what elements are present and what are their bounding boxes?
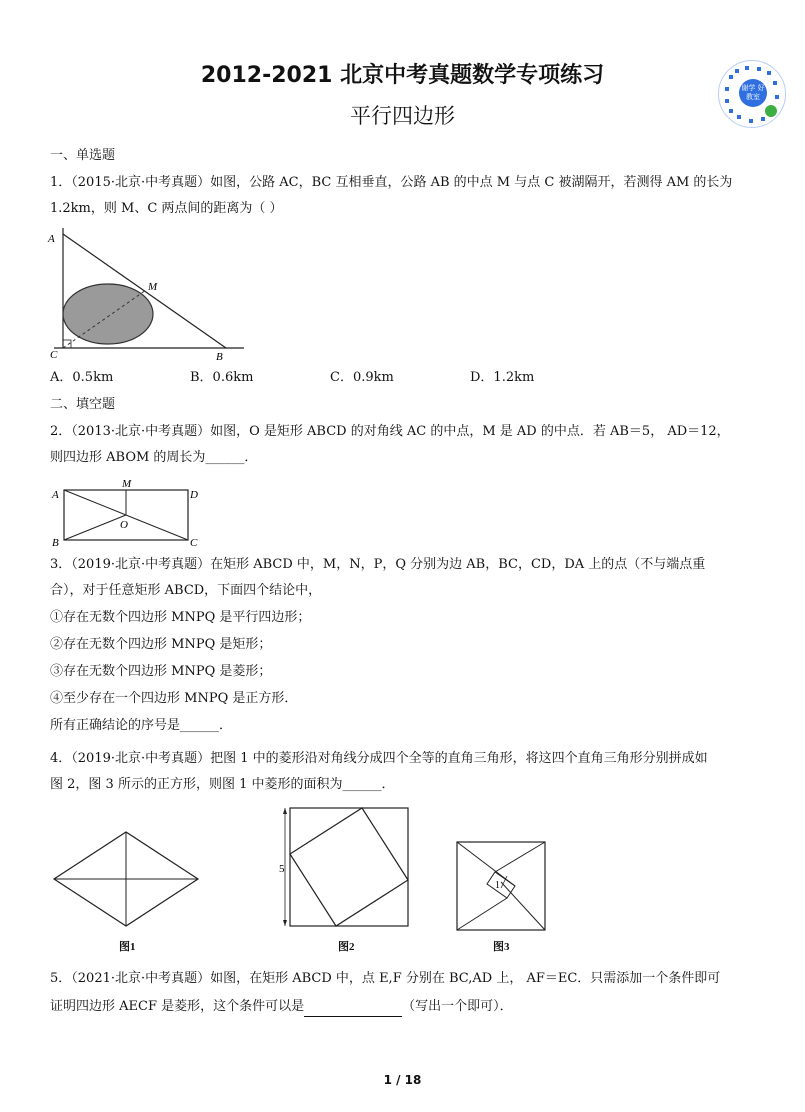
qr-code-logo xyxy=(718,60,786,128)
q2-label-B: B xyxy=(52,537,59,549)
q3-answer-line: 所有正确结论的序号是______． xyxy=(50,718,233,733)
q3-text-line1: 3．（2019·北京·中考真题）在矩形 ABCD 中，M，N，P，Q 分别为边 AB，BC，CD，DA 上的点（不与端点重 xyxy=(50,557,706,572)
q2-label-M: M xyxy=(122,478,132,490)
wechat-dot-icon xyxy=(765,105,777,117)
q4-text-line1: 4．（2019·北京·中考真题）把图 1 中的菱形沿对角线分成四个全等的直角三角形，将这四个直角三角形分别拼成如 xyxy=(50,751,708,766)
section-heading-single-choice: 一、单选题 xyxy=(50,148,116,163)
q1-figure xyxy=(46,224,246,364)
qr-center-badge: 谢学 好教室 xyxy=(739,79,767,107)
q4-figure-2-square xyxy=(280,806,420,936)
q1-option-c: C．0.9km xyxy=(330,370,394,385)
q1-option-a: A．0.5km xyxy=(50,370,114,385)
q5-text-line2-part2: （写出一个即可）． xyxy=(402,999,513,1014)
q4-caption-fig3: 图3 xyxy=(493,941,510,953)
q3-item-2: ②存在无数个四边形 MNPQ 是矩形； xyxy=(50,637,272,652)
q1-text-line1: 1．（2015·北京·中考真题）如图，公路 AC，BC 互相垂直，公路 AB 的中点 M 与点 C 被湖隔开，若测得 AM 的长为 xyxy=(50,175,733,190)
q1-label-C: C xyxy=(50,349,58,361)
q1-text-line2: 1.2km，则 M、C 两点间的距离为（ ） xyxy=(50,201,283,216)
q5-answer-blank[interactable] xyxy=(304,1002,402,1017)
q3-text-line2: 合），对于任意矩形 ABCD，下面四个结论中， xyxy=(50,583,322,598)
q4-fig3-side-label: 1 xyxy=(495,880,500,891)
q5-text-line2-part1: 证明四边形 AECF 是菱形，这个条件可以是 xyxy=(50,999,305,1014)
q1-label-M: M xyxy=(148,281,158,293)
q4-caption-fig1: 图1 xyxy=(119,941,136,953)
document-subtitle: 平行四边形 xyxy=(350,104,455,128)
q1-label-A: A xyxy=(48,233,55,245)
q4-figure-3-square xyxy=(455,840,555,940)
q2-text-line2: 则四边形 ABOM 的周长为______． xyxy=(50,450,258,465)
page-number: 1 / 18 xyxy=(383,1073,422,1087)
q3-item-1: ①存在无数个四边形 MNPQ 是平行四边形； xyxy=(50,610,311,625)
q3-item-4: ④至少存在一个四边形 MNPQ 是正方形． xyxy=(50,691,298,706)
q4-caption-fig2: 图2 xyxy=(338,941,355,953)
q2-label-C: C xyxy=(190,537,198,549)
q4-text-line2: 图 2，图 3 所示的正方形，则图 1 中菱形的面积为______． xyxy=(50,777,395,792)
q1-option-b: B．0.6km xyxy=(190,370,254,385)
q2-label-D: D xyxy=(190,489,198,501)
q2-figure xyxy=(48,476,208,549)
q4-figure-1-rhombus xyxy=(50,830,230,930)
section-heading-fill-blank: 二、填空题 xyxy=(50,397,116,412)
document-title: 2012-2021 北京中考真题数学专项练习 xyxy=(200,63,605,88)
q2-label-A: A xyxy=(52,489,59,501)
q5-text-line1: 5．（2021·北京·中考真题）如图，在矩形 ABCD 中，点 E,F 分别在 BC,AD 上， AF＝EC．只需添加一个条件即可 xyxy=(50,971,721,986)
q3-item-3: ③存在无数个四边形 MNPQ 是菱形； xyxy=(50,664,272,679)
q4-fig2-side-label: 5 xyxy=(279,863,285,875)
q5-text-line2 xyxy=(50,997,513,1017)
q2-label-O: O xyxy=(120,519,128,531)
q1-option-d: D．1.2km xyxy=(470,370,535,385)
q2-text-line1: 2．（2013·北京·中考真题）如图，O 是矩形 ABCD 的对角线 AC 的中点，M 是 AD 的中点．若 AB＝5， AD＝12， xyxy=(50,424,730,439)
q1-label-B: B xyxy=(216,351,223,363)
